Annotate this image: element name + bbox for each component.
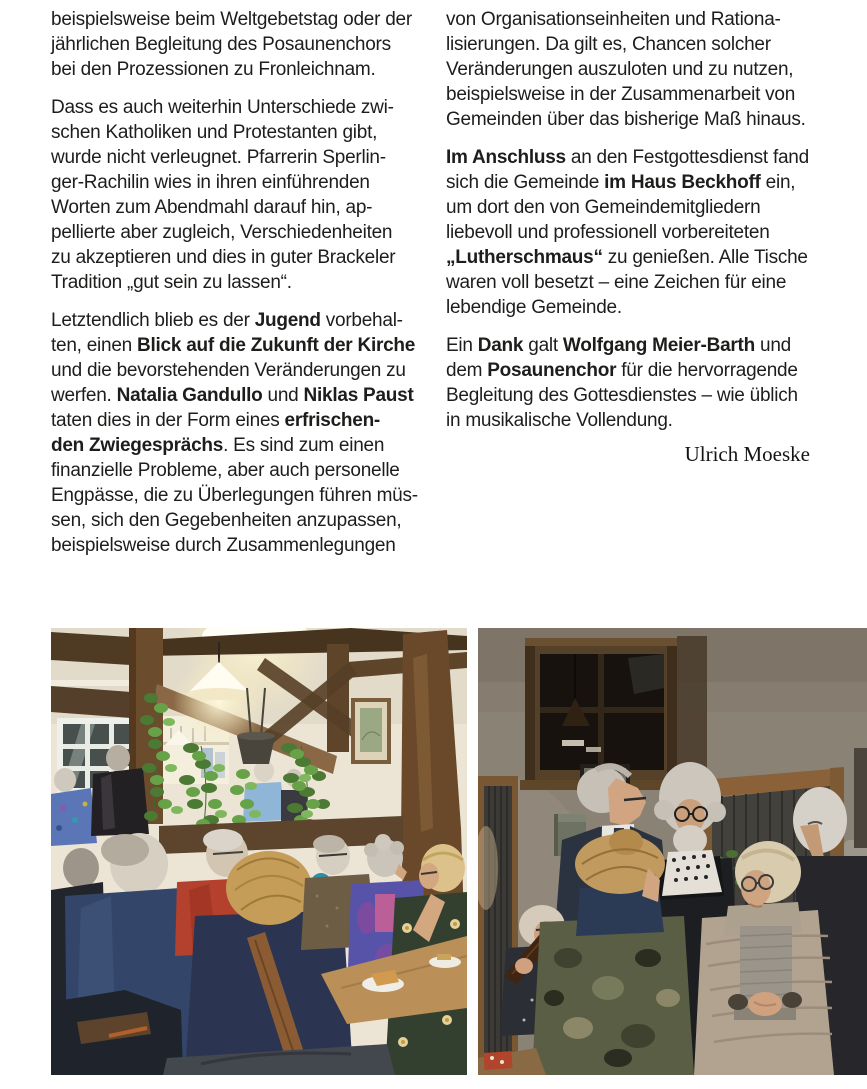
text-line: schen Katholiken und Protestanten gibt, — [51, 122, 378, 143]
text-line: dem Posaunenchor für die hervorragende — [446, 360, 798, 381]
text-line: liebevoll und professionell vorbereiteten — [446, 222, 770, 243]
text-line: Dass es auch weiterhin Unterschiede zwi- — [51, 97, 394, 118]
photo-right-illustration — [478, 628, 867, 1075]
text-line: beispielsweise durch Zusammenlegungen — [51, 535, 396, 556]
text-line: „Lutherschmaus“ zu genießen. Alle Tische — [446, 247, 808, 268]
paragraph — [446, 7, 810, 132]
text-line: jährlichen Begleitung des Posaunenchors — [51, 34, 391, 55]
text-line: Im Anschluss an den Festgottesdienst fand — [446, 147, 809, 168]
text-line: Tradition „gut sein zu lassen“. — [51, 272, 292, 293]
text-line: Worten zum Abendmahl darauf hin, ap- — [51, 197, 373, 218]
text-line: sen, sich den Gegebenheiten anzupassen, — [51, 510, 402, 531]
text-line: Ein Dank galt Wolfgang Meier-Barth und — [446, 335, 791, 356]
photo-lutherschmaus-tables — [51, 628, 467, 1075]
text-line: beispielsweise in der Zusammenarbeit von — [446, 84, 796, 105]
paragraph — [446, 145, 810, 320]
paragraph — [51, 95, 451, 295]
wall-picture — [351, 698, 391, 764]
text-line: taten dies in der Form eines erfrischen- — [51, 410, 380, 431]
author-byline: Ulrich Moeske — [684, 442, 810, 466]
text-line: werfen. Natalia Gandullo und Niklas Paust — [51, 385, 414, 406]
text-column-left — [51, 0, 451, 571]
text-line: waren voll besetzt – eine Zeichen für eine — [446, 272, 787, 293]
text-line: lebendige Gemeinde. — [446, 297, 622, 318]
text-line: Letztendlich blieb es der Jugend vorbehal- — [51, 310, 403, 331]
paragraph — [51, 7, 451, 82]
text-line: Veränderungen auszuloten und zu nutzen, — [446, 59, 794, 80]
text-column-right — [446, 0, 810, 446]
text-line: den Zwiegesprächs. Es sind zum einen — [51, 435, 385, 456]
paragraph — [446, 333, 810, 433]
text-line: ten, einen Blick auf die Zukunft der Kirche — [51, 335, 416, 356]
text-line: in musikalische Vollendung. — [446, 410, 673, 431]
text-line: wurde nicht verleugnet. Pfarrerin Sperlin- — [51, 147, 386, 168]
text-line: beispielsweise beim Weltgebetstag oder der — [51, 9, 412, 30]
text-line: lisierungen. Da gilt es, Chancen solcher — [446, 34, 771, 55]
text-line: bei den Prozessionen zu Fronleichnam. — [51, 59, 376, 80]
text-line: pellierte aber zugleich, Verschiedenheiten — [51, 222, 393, 243]
text-line: Gemeinden über das bisherige Maß hinaus. — [446, 109, 806, 130]
text-line: Engpässe, die zu Überlegungen führen müs- — [51, 485, 418, 506]
text-line: Begleitung des Gottesdienstes – wie üblich — [446, 385, 798, 406]
text-line: ger-Rachilin wies in ihren einführenden — [51, 172, 370, 193]
text-line: um dort den von Gemeindemitgliedern — [446, 197, 761, 218]
text-line: von Organisationseinheiten und Rationa- — [446, 9, 781, 30]
text-line: sich die Gemeinde im Haus Beckhoff ein, — [446, 172, 796, 193]
text-line: zu akzeptieren und dies in guter Brackeler — [51, 247, 396, 268]
text-line: finanzielle Probleme, aber auch personelle — [51, 460, 400, 481]
photo-guests-conversation — [478, 628, 867, 1075]
paragraph — [51, 308, 451, 558]
text-line: und die bevorstehenden Veränderungen zu — [51, 360, 406, 381]
photo-left-illustration — [51, 628, 467, 1075]
